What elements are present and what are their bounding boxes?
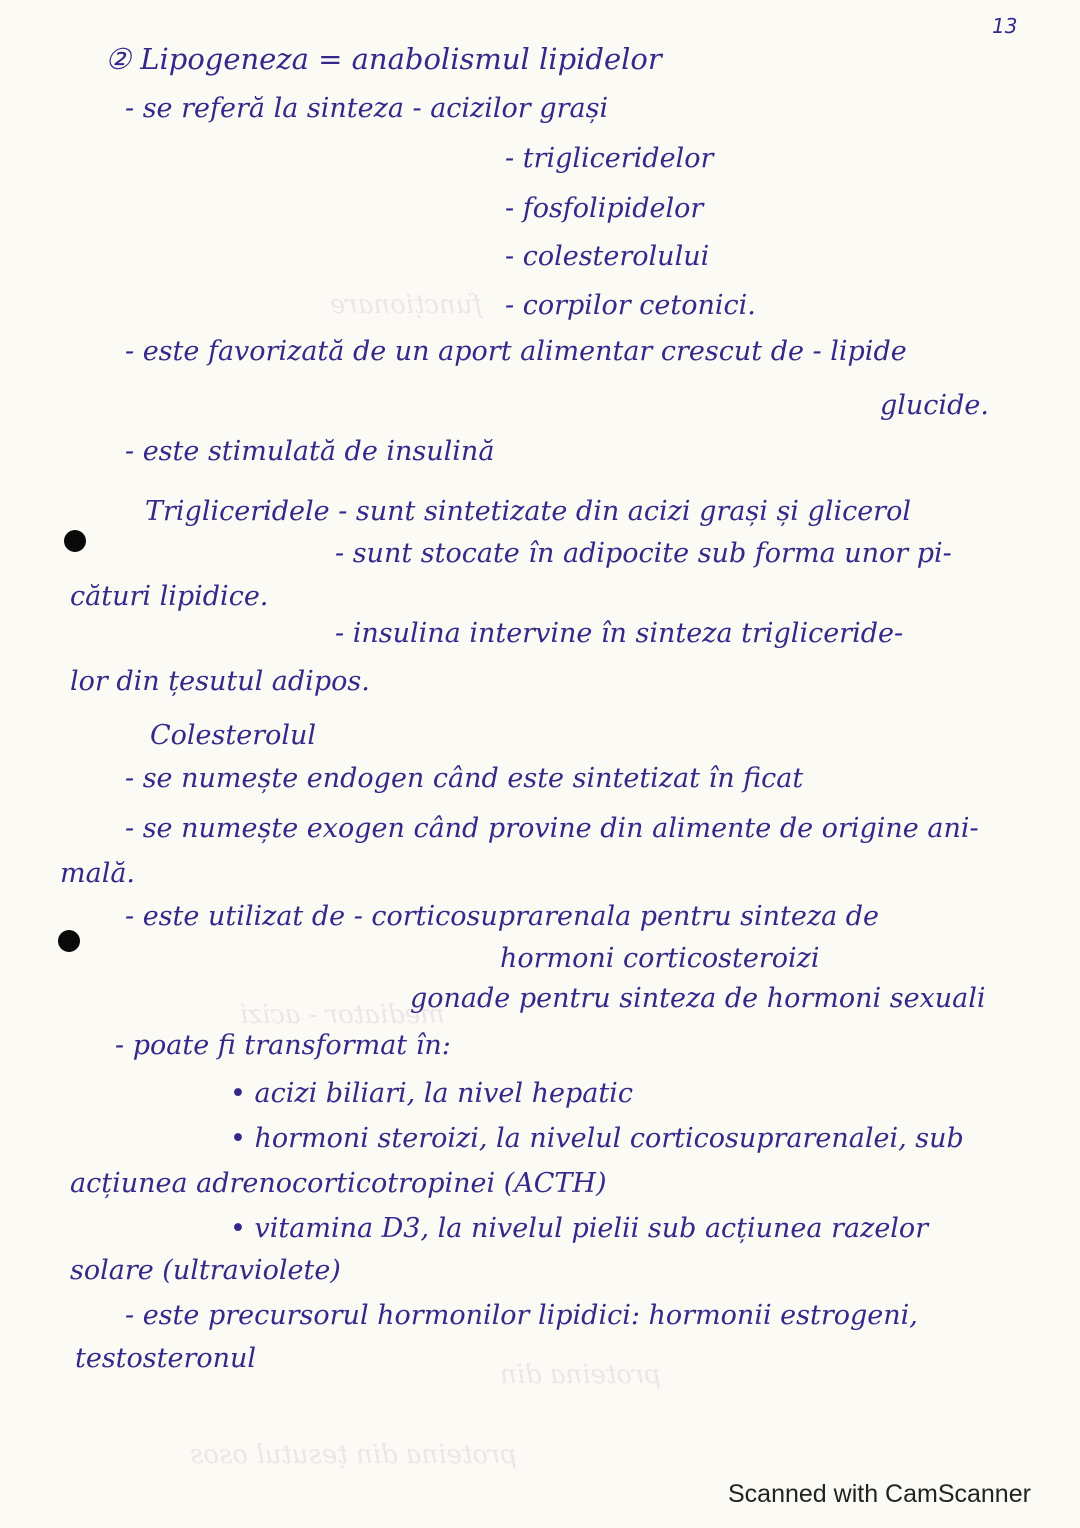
text-line: - este favorizată de un aport alimentar crescut de - lipide [125, 336, 907, 367]
text-line: - este utilizat de - corticosuprarenala pentru sinteza de [125, 901, 880, 932]
text-line: solare (ultraviolete) [70, 1255, 341, 1286]
text-line: gonade pentru sinteza de hormoni sexuali [410, 983, 986, 1014]
scanner-watermark: Scanned with CamScanner [728, 1480, 1031, 1508]
text-line: - este stimulată de insulină [125, 436, 495, 467]
text-line: - se numește endogen când este sintetizat în ficat [125, 763, 804, 794]
heading-colesterolul: Colesterolul [150, 720, 317, 751]
list-item: • acizi biliari, la nivel hepatic [230, 1078, 633, 1109]
text-line: testosteronul [75, 1343, 257, 1374]
list-item: - trigliceridelor [505, 143, 714, 174]
text-line: hormoni corticosteroizi [500, 943, 820, 974]
bullet-dot [64, 530, 86, 552]
bullet-dot [58, 930, 80, 952]
text-line: - se numește exogen când provine din alimente de origine ani- [125, 813, 979, 844]
text-line: glucide. [880, 390, 989, 421]
list-item: • vitamina D3, la nivelul pielii sub acțiunea razelor [230, 1213, 929, 1244]
text-line: acțiunea adrenocorticotropinei (ACTH) [70, 1168, 607, 1199]
page-number: 13 [992, 14, 1018, 38]
list-item: - colesterolului [505, 241, 710, 272]
text-line: - este precursorul hormonilor lipidici: hormonii estrogeni, [125, 1300, 918, 1331]
text-line: - se referă la sinteza - acizilor grași [125, 93, 609, 124]
heading-lipogeneza: ② Lipogeneza = anabolismul lipidelor [105, 42, 662, 76]
list-item: • hormoni steroizi, la nivelul corticosuprarenalei, sub [230, 1123, 964, 1154]
text-line: lor din țesutul adipos. [70, 666, 370, 697]
list-item: - corpilor cetonici. [505, 290, 756, 321]
text-line: cături lipidice. [70, 581, 269, 612]
text-line: - poate fi transformat în: [115, 1030, 451, 1061]
text-line: - insulina intervine în sinteza trigliceride- [335, 618, 904, 649]
list-item: - fosfolipidelor [505, 193, 704, 224]
heading-trigliceridele: Trigliceridele - sunt sintetizate din acizi grași și glicerol [145, 496, 911, 527]
text-line: - sunt stocate în adipocite sub forma unor pi- [335, 538, 952, 569]
text-line: mală. [60, 858, 136, 889]
